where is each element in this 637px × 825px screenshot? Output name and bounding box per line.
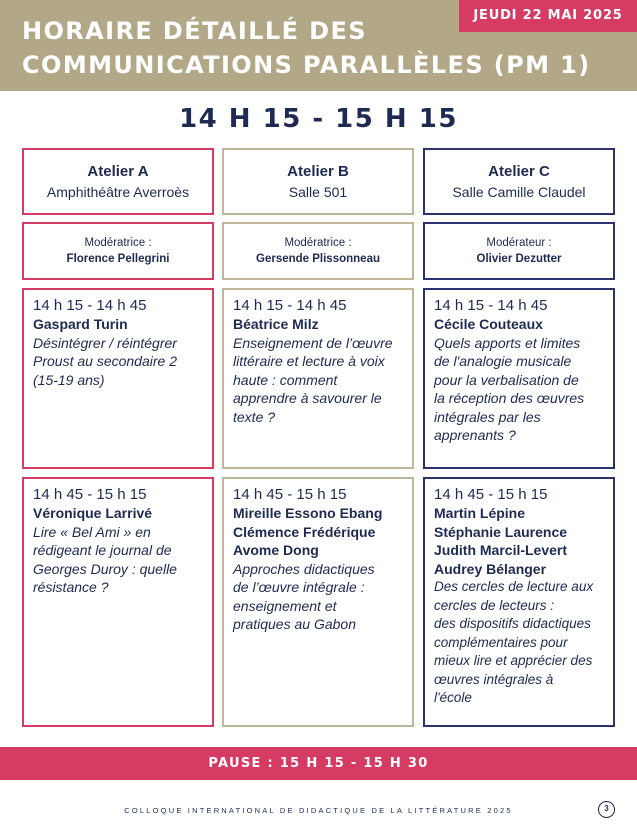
talk-title-line: de l’œuvre intégrale : [233, 579, 365, 595]
moderator-name: Florence Pellegrini [66, 253, 170, 265]
talk-title-line: œuvres intégrales à [434, 671, 554, 687]
talk-title-line: des dispositifs didactiques [434, 616, 591, 631]
talk-title-line: littéraire et lecture à voix [233, 353, 385, 369]
talk-title [33, 334, 203, 390]
talk-title-line: de l'analogie musicale [434, 353, 572, 369]
moderator-label: Modératrice : [84, 237, 152, 249]
talk-title-line: mieux lire et apprécier des [434, 653, 593, 668]
moderator-name: Gersende Plissonneau [256, 253, 380, 265]
talk-title-line: la réception des œuvres [434, 390, 585, 406]
moderator-name: Olivier Dezutter [476, 253, 562, 265]
atelier-name: Atelier C [488, 163, 550, 180]
talk-title-line: haute : comment [233, 371, 338, 388]
talk-title-line: Désintégrer / réintégrer [33, 334, 177, 351]
talk-speaker: Judith Marcil-Levert [434, 542, 568, 558]
talk-title-line: (15-19 ans) [33, 371, 105, 388]
talk-speaker: Cécile Couteaux [434, 316, 543, 332]
atelier-b-talk-2 [222, 477, 414, 727]
talk-title [434, 578, 604, 708]
talk-speaker: Audrey Bélanger [434, 560, 547, 577]
moderator-label: Modératrice : [284, 237, 352, 249]
talk-time: 14 h 15 - 14 h 45 [434, 297, 548, 314]
atelier-b-moderator [222, 222, 414, 280]
atelier-c-talk-2 [423, 477, 615, 727]
talk-title [233, 334, 403, 427]
talk-title [233, 560, 403, 634]
atelier-name: Atelier A [87, 163, 149, 180]
talk-title-line: pour la verbalisation de [434, 371, 579, 388]
talk-title-line: Lire « Bel Ami » en [33, 523, 151, 540]
talk-speaker: Clémence Frédérique [233, 523, 376, 540]
talk-speaker: Mireille Essono Ebang [233, 505, 383, 521]
moderator-label: Modérateur : [486, 237, 552, 249]
talk-title-line: apprenants ? [434, 427, 516, 443]
atelier-b-header [222, 148, 414, 215]
talk-title-line: apprendre à savourer le [233, 390, 382, 406]
atelier-c-talk-1 [423, 288, 615, 469]
atelier-a-talk-1 [22, 288, 214, 469]
talk-title-line: enseignement et [233, 597, 337, 614]
pause-bar: PAUSE : 15 H 15 - 15 H 30 [0, 747, 637, 780]
atelier-b-talk-1 [222, 288, 414, 469]
atelier-room: Amphithéâtre Averroès [46, 184, 190, 200]
talk-title-line: l'école [434, 690, 472, 705]
date-badge: JEUDI 22 MAI 2025 [459, 0, 637, 32]
talk-speaker: Martin Lépine [434, 505, 526, 521]
talk-time: 14 h 45 - 15 h 15 [434, 486, 548, 503]
talk-time: 14 h 15 - 14 h 45 [33, 297, 147, 314]
talk-title-line: intégrales par les [434, 408, 541, 425]
talk-speaker: Gaspard Turin [33, 316, 128, 332]
atelier-c-moderator [423, 222, 615, 280]
talk-title-line: Georges Duroy : quelle [33, 560, 177, 577]
talk-title-line: texte ? [233, 408, 276, 425]
talk-title-line: pratiques au Gabon [233, 616, 356, 632]
talk-title [434, 334, 604, 445]
talk-title-line: Approches didactiques [233, 560, 375, 577]
talk-speaker: Béatrice Milz [233, 316, 319, 332]
talk-title-line: rédigeant le journal de [33, 542, 172, 558]
talk-speaker: Avome Dong [233, 542, 319, 558]
page-number: 3 [598, 801, 615, 818]
talk-title [33, 523, 203, 597]
talk-time: 14 h 45 - 15 h 15 [33, 486, 147, 503]
atelier-room: Salle Camille Claudel [452, 184, 586, 200]
page-title-line-2: COMMUNICATIONS PARALLÈLES (PM 1) [22, 51, 591, 79]
talk-title-line: Des cercles de lecture aux [434, 579, 594, 594]
talk-title-line: complémentaires pour [434, 634, 568, 650]
footer-text: COLLOQUE INTERNATIONAL DE DIDACTIQUE DE LA LITTÉRATURE 2025 [124, 806, 513, 815]
talk-title-line: Proust au secondaire 2 [33, 353, 177, 369]
atelier-a-talk-2 [22, 477, 214, 727]
atelier-room: Salle 501 [288, 184, 348, 200]
atelier-a-header [22, 148, 214, 215]
talk-time: 14 h 45 - 15 h 15 [233, 486, 347, 503]
talk-speaker: Véronique Larrivé [33, 505, 153, 521]
talk-title-line: résistance ? [33, 579, 109, 595]
talk-time: 14 h 15 - 14 h 45 [233, 297, 347, 314]
talk-title-line: Enseignement de l’œuvre [233, 334, 393, 351]
talk-title-line: cercles de lecteurs : [434, 597, 555, 613]
page-title-line-1: HORAIRE DÉTAILLÉ DES [22, 17, 367, 45]
atelier-a-moderator [22, 222, 214, 280]
talk-speaker: Stéphanie Laurence [434, 523, 568, 540]
atelier-c-header [423, 148, 615, 215]
time-slot-heading: 14 H 15 - 15 H 15 [179, 104, 458, 134]
talk-title-line: Quels apports et limites [434, 334, 581, 351]
atelier-name: Atelier B [287, 163, 349, 180]
